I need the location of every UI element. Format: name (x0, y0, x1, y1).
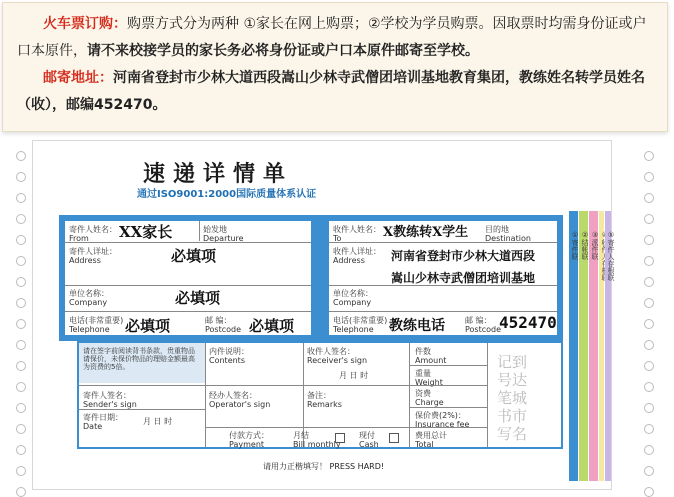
receiver-postcode-en: Postcode (465, 325, 502, 334)
lower-section (77, 341, 563, 449)
receiver-company-label: 单位名称： (333, 289, 373, 298)
monthly-checkbox[interactable] (335, 433, 345, 443)
sender-name-value: XX家长 (119, 223, 173, 241)
stamp-line-4: 书市 (497, 407, 528, 425)
total-en: Total (415, 440, 434, 449)
ticket-paragraph-cont (17, 38, 655, 65)
cash-en: Cash (359, 440, 379, 449)
destination-en: Destination (485, 234, 531, 243)
charge-label: 资费 (415, 389, 431, 398)
receiver-name-value: X教练转X学生 (383, 225, 469, 240)
sender-phone-value: 必填项 (125, 317, 171, 335)
receiver-address-line-1: 河南省登封市少林大道西段 (391, 249, 536, 263)
payment-label: 付款方式： (229, 431, 269, 440)
receiver-address-en: Address (333, 256, 365, 265)
receiver-phone-label: 电话(非常重要) (333, 316, 388, 325)
sender-company-label: 单位名称： (69, 289, 109, 298)
monthly-label: 月结 (293, 431, 309, 440)
ticket-text-1: 购票方式分为两种 ①家长在网上购票；②学校为学员购票。因取票时均需身份证或户 (127, 16, 647, 32)
waybill-title: 速递详情单 (143, 161, 294, 187)
notice-panel (2, 2, 668, 132)
receiver-address-line-2: 嵩山少林寺武僧团培训基地 (391, 271, 536, 285)
cash-label: 现付 (359, 431, 375, 440)
weight-en: Weight (415, 378, 443, 387)
ticket-text-2: 口本原件， (17, 43, 87, 59)
receiver-phone-value: 教练电话 (389, 318, 445, 334)
sender-panel (59, 215, 317, 341)
date-units: 月 日 时 (143, 417, 173, 426)
mail-text-1: 河南省登封市少林大道西段嵩山少林寺武僧团培训基地教育集团，教练姓名转学员姓名 (113, 70, 645, 86)
sender-sign-label: 寄件人签名： (83, 391, 131, 400)
contents-label: 内件说明： (209, 347, 249, 356)
pieces-label: 件数 (415, 347, 431, 356)
receiver-sign-label: 收件人签名： (307, 347, 355, 356)
departure-en: Departure (203, 234, 244, 243)
weight-label: 重量 (415, 369, 431, 378)
sender-postcode-label: 邮 编： (205, 316, 232, 325)
waybill-subtitle: 通过ISO9001:2000国际质量体系认证 (137, 189, 317, 200)
mail-label: 邮寄地址： (43, 70, 113, 86)
sender-sign-en: Sender's sign (83, 400, 137, 409)
mail-paragraph-cont (17, 92, 655, 119)
stamp-line-3: 笔城 (497, 389, 528, 407)
left-tractor-holes (14, 140, 28, 490)
date-en: Date (83, 422, 103, 431)
pieces-en: Amount (415, 356, 447, 365)
total-label: 费用总计 (415, 431, 447, 440)
monthly-en: Bill monthly (293, 440, 341, 449)
cash-checkbox[interactable] (389, 433, 399, 443)
remarks-en: Remarks (307, 400, 342, 409)
express-waybill (14, 140, 666, 490)
charge-en: Charge (415, 398, 444, 407)
remarks-label: 备注： (307, 391, 331, 400)
date-label: 寄件日期： (83, 413, 123, 422)
sender-name-en: From (69, 234, 89, 243)
receiver-date-units: 月 日 时 (339, 371, 369, 380)
copy-strip-2: ②结帐联 (579, 211, 588, 481)
ticket-label: 火车票订购： (43, 16, 127, 32)
sender-company-value: 必填项 (175, 289, 221, 307)
stamp-line-1: 记到 (497, 353, 528, 371)
mail-text-2: （收），邮编452470。 (17, 97, 167, 113)
press-hard-note: 请用力正楷填写！ PRESS HARD! (263, 462, 385, 471)
mail-paragraph (17, 65, 655, 92)
departure-label: 始发地 (203, 225, 227, 234)
copy-strip-3: ③派件联 (589, 211, 598, 481)
sender-address-en: Address (69, 256, 101, 265)
insurance-en: Insurance fee (415, 420, 470, 429)
operator-sign-en: Operator's sign (209, 400, 271, 409)
operator-sign-label: 经办人签名： (209, 391, 257, 400)
sender-address-value: 必填项 (171, 247, 217, 265)
payment-en: Payment (229, 440, 265, 449)
sender-phone-label: 电话(非常重要) (69, 316, 124, 325)
copy-strip-1: ①寄件联 (569, 211, 578, 481)
receiver-sign-en: Receiver's sign (307, 356, 368, 365)
copy-strip-5: ⑤寄件人存根联 (605, 211, 611, 481)
contents-en: Contents (209, 356, 245, 365)
insurance-label: 保价费(2%)： (415, 411, 466, 420)
ticket-text-bold: 请不来校接学员的家长务必将身份证或户口本原件邮寄至学校。 (87, 43, 479, 59)
sender-company-en: Company (69, 298, 108, 307)
sender-postcode-en: Postcode (205, 325, 242, 334)
receiver-postcode-value: 452470 (499, 313, 557, 332)
right-tractor-holes (642, 140, 656, 490)
sender-postcode-value: 必填项 (249, 317, 295, 335)
receiver-name-label: 收件人姓名： (333, 225, 381, 234)
sender-address-label: 寄件人详址： (69, 247, 117, 256)
receiver-phone-en: Telephone (333, 325, 374, 334)
liability-warning: 请在签字前阅读背书条款，贵重物品请保价，未保价物品的理赔金额最高为资费的5倍。 (83, 347, 195, 371)
receiver-company-en: Company (333, 298, 372, 307)
receiver-address-label: 收件人详址： (333, 247, 381, 256)
receiver-name-en: To (333, 234, 342, 243)
copy-strip-4 (599, 211, 604, 481)
destination-label: 目的地 (485, 225, 509, 234)
receiver-postcode-label: 邮 编： (465, 316, 492, 325)
ticket-paragraph (17, 11, 655, 38)
receiver-panel (317, 215, 563, 341)
waybill-sheet (32, 140, 615, 490)
sender-name-label: 寄件人姓名： (69, 225, 117, 234)
stamp-line-2: 号达 (497, 371, 528, 389)
sender-phone-en: Telephone (69, 325, 110, 334)
stamp-line-5: 写名 (497, 425, 528, 443)
